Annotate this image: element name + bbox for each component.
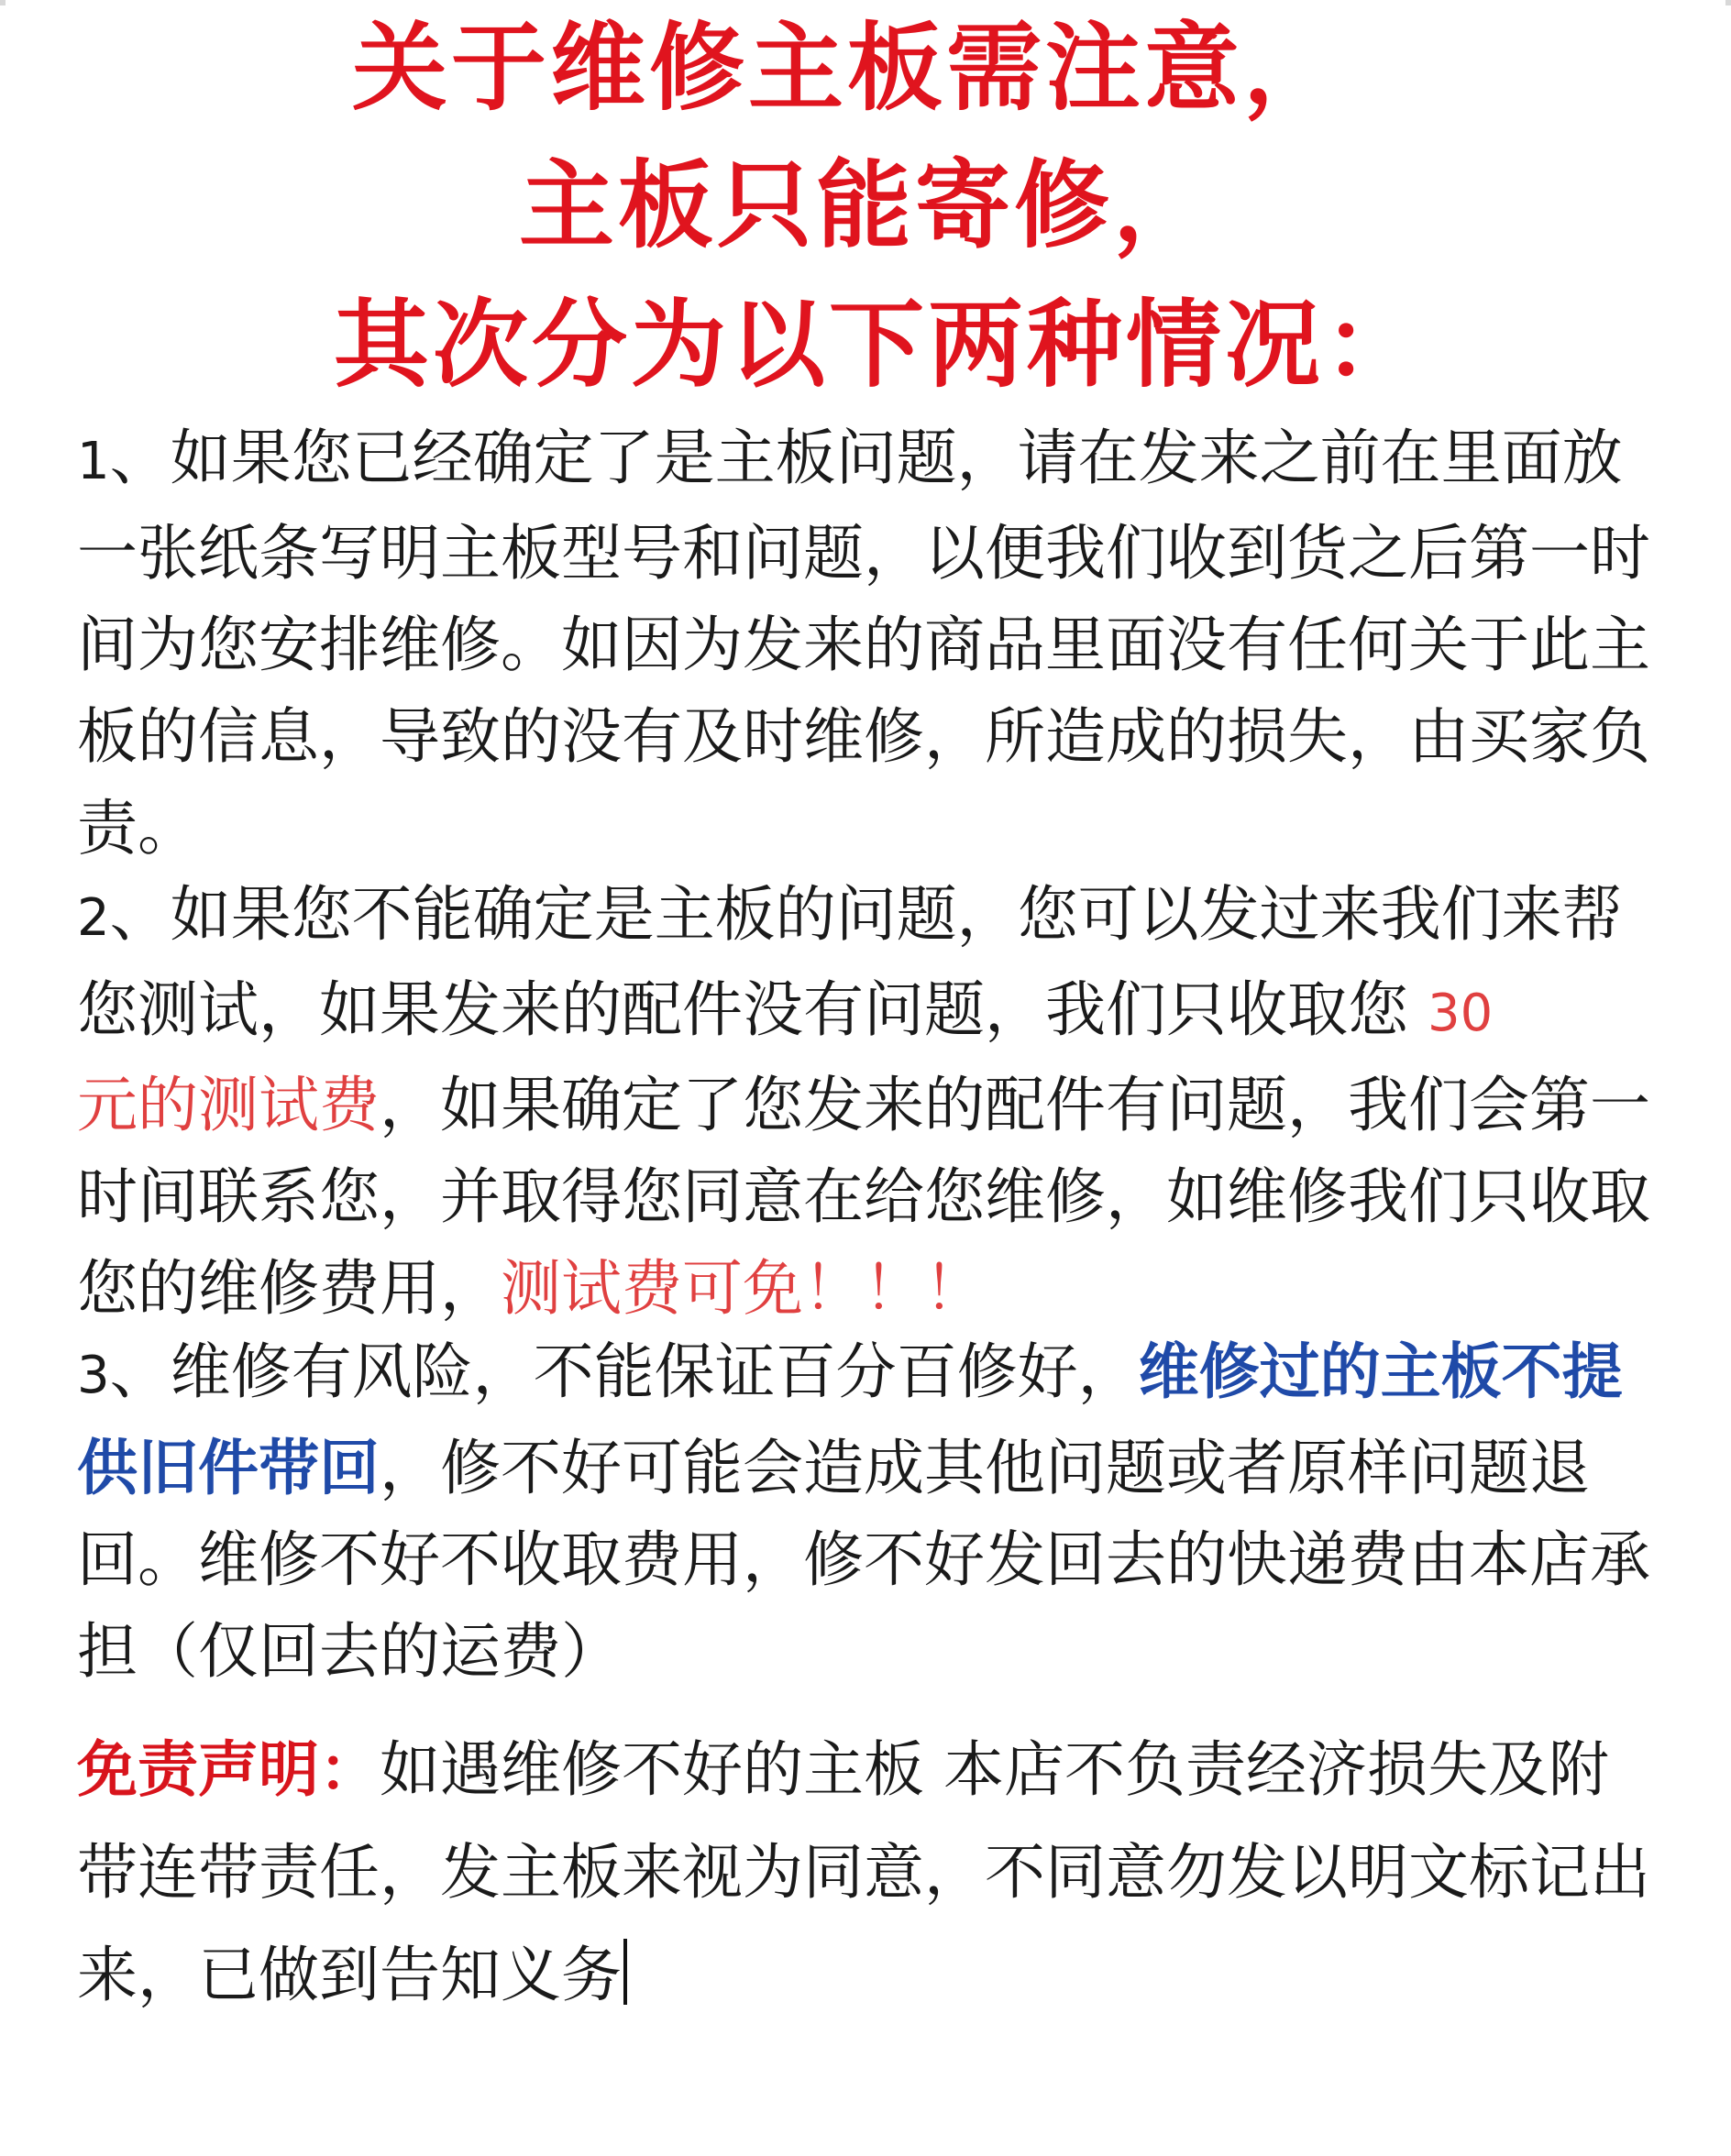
item-number: 1 xyxy=(77,432,110,491)
title-line-3: 其次分为以下两种情况： xyxy=(333,288,1423,401)
notice-item-2 xyxy=(77,869,1650,1335)
disclaimer-text: 如遇维修不好的主板 本店不负责经济损失及附带连带责任，发主板来视为同意，不同意勿发以明文标记出来，已做到告知义务 xyxy=(77,1734,1650,2010)
item-text-b: ，修不好可能会造成其他问题或者原样问题退回。维修不好不收取费用，修不好发回去的快递费由本店承担（仅回去的运费） xyxy=(77,1433,1650,1687)
title-line-1: 关于维修主板需注意， xyxy=(351,11,1342,124)
item-text: 、如果您已经确定了是主板问题，请在发来之前在里面放一张纸条写明主板型号和问题，以便我们收到货之后第一时间为您安排维修。如因为发来的商品里面没有任何关于此主板的信息，导致的没有及时维修，所造成的损失，由买家负责。 xyxy=(77,423,1650,864)
fee-waiver-note: 测试费可免！！！ xyxy=(501,1253,985,1324)
item-text-b: ，如果确定了您发来的配件有问题，我们会第一时间联系您，并取得您同意在给您维修，如维修我们只收取您的维修费用， xyxy=(77,1070,1650,1324)
corner-mark-right xyxy=(1725,0,1731,6)
item-text-a: 、如果您不能确定是主板的问题，您可以发过来我们来帮您测试，如果发来的配件没有问题，我们只收取您 xyxy=(77,879,1623,1045)
corner-mark-left xyxy=(0,0,6,6)
item-number: 2 xyxy=(77,888,110,948)
disclaimer-label: 免责声明： xyxy=(77,1733,380,1805)
notice-item-1 xyxy=(77,412,1650,874)
notice-item-3 xyxy=(77,1326,1650,1698)
disclaimer xyxy=(77,1718,1650,2027)
title-line-2: 主板只能寄修， xyxy=(518,148,1212,261)
text-cursor xyxy=(623,1939,627,2005)
no-old-parts-note: 维修过的主板不提供旧件带回 xyxy=(77,1336,1623,1503)
item-number: 3 xyxy=(77,1346,110,1405)
test-fee-amount: 30 xyxy=(1427,984,1494,1043)
item-text-a: 、维修有风险，不能保证百分百修好， xyxy=(109,1336,1139,1407)
test-fee-label: 元的测试费 xyxy=(77,1070,380,1140)
